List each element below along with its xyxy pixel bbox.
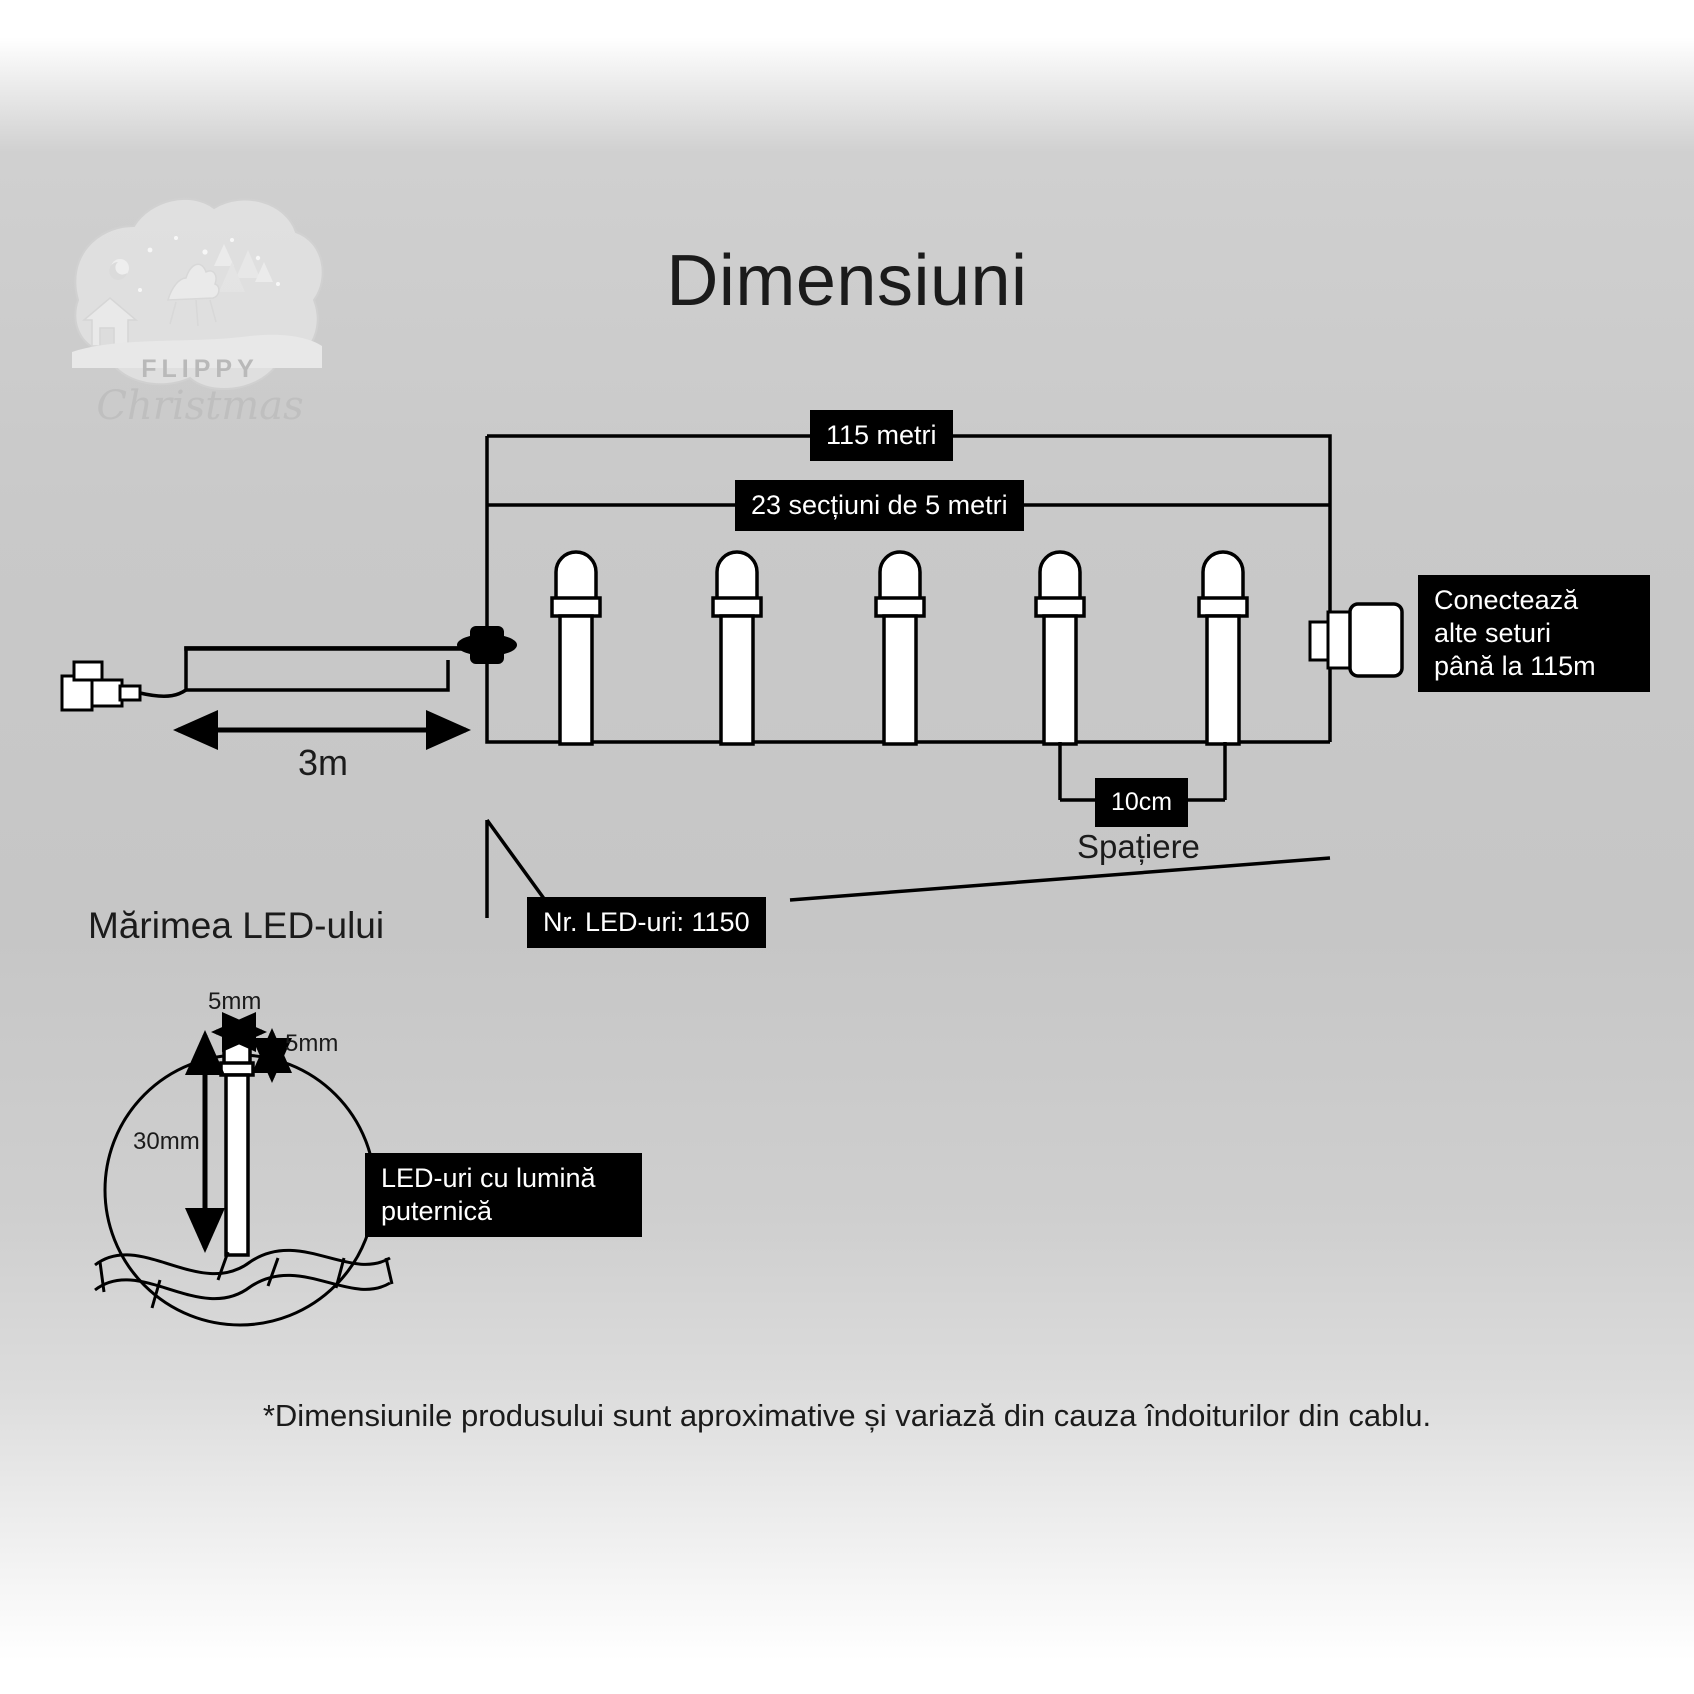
led-height-label: 5mm (285, 1030, 339, 1057)
connector-note-line-3: până la 115m (1434, 650, 1596, 681)
spacing-caption: Spațiere (1077, 828, 1200, 865)
total-length-tag: 115 metri (810, 410, 953, 461)
led-callout-line-2: puternică (381, 1195, 493, 1226)
led-detail-illustration (95, 1032, 392, 1325)
connector-note-tag (1418, 575, 1650, 692)
led-callout-line-1: LED-uri cu lumină (381, 1163, 596, 1193)
led-brightness-callout (365, 1153, 642, 1237)
power-plug (62, 662, 186, 710)
led-count-tag: Nr. LED-uri: 1150 (527, 897, 766, 948)
led-length-label: 30mm (133, 1128, 200, 1155)
end-connector (1310, 604, 1402, 676)
connector-note-line-1: Conectează (1434, 585, 1579, 615)
lead-cable (186, 648, 466, 690)
spacing-value-text: 10cm (1095, 778, 1188, 827)
logo-script: Christmas (96, 383, 304, 429)
spacing-value-tag (1095, 778, 1188, 827)
brand-logo (55, 205, 345, 445)
cable-junction (457, 626, 517, 664)
led-detail-title: Mărimea LED-ului (88, 905, 385, 946)
led-bulbs (552, 552, 1247, 744)
footnote: *Dimensiunile produsului sunt aproximative și variază din cauza îndoiturilor din cablu. (262, 1398, 1432, 1433)
lead-length-label: 3m (298, 742, 349, 783)
connector-note-line-2: alte seturi (1434, 617, 1552, 648)
page-title: Dimensiuni (666, 241, 1028, 321)
led-width-label: 5mm (208, 988, 262, 1015)
sections-tag: 23 secțiuni de 5 metri (735, 480, 1024, 531)
logo-wordmark: FLIPPY (141, 355, 259, 383)
